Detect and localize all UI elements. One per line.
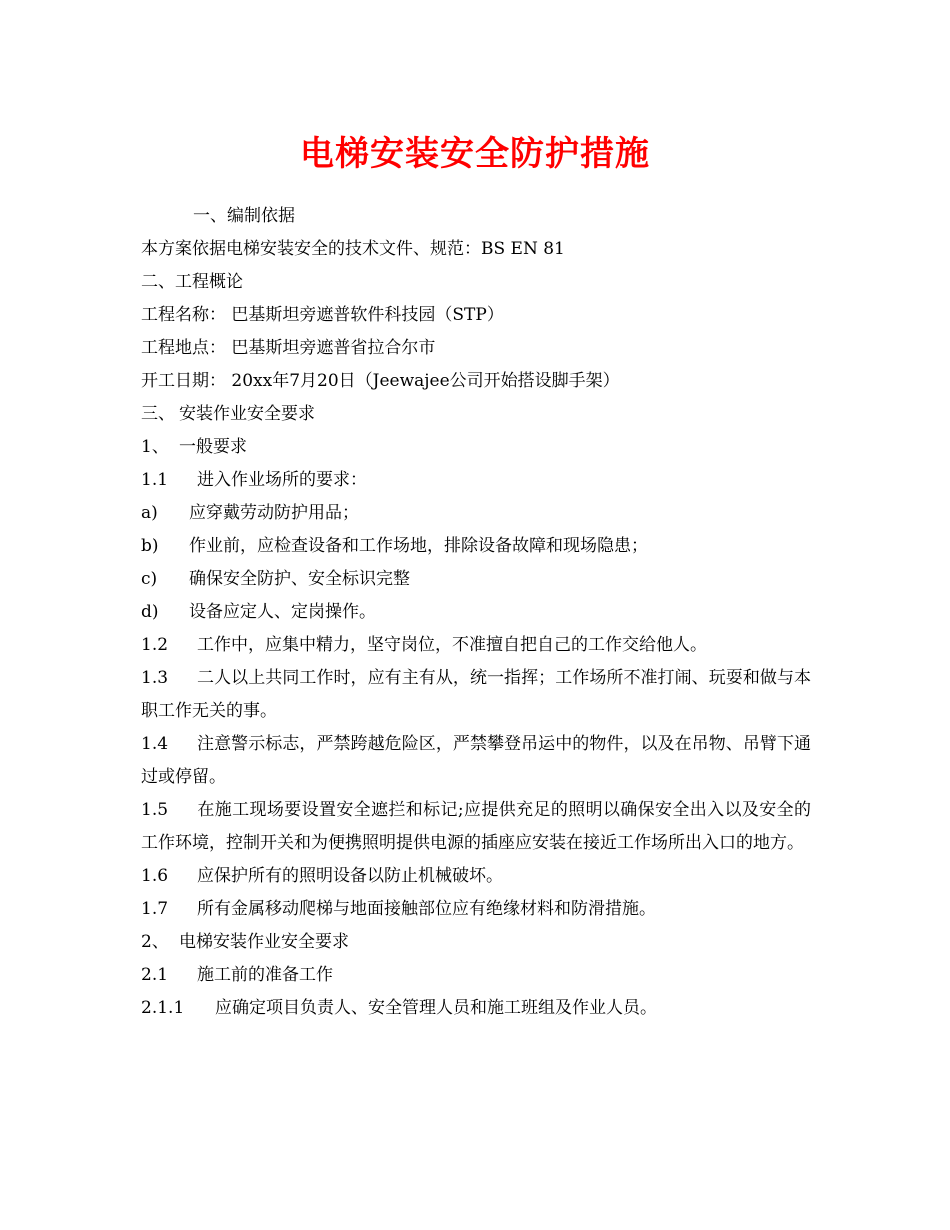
line-text: 作业前，应检查设备和工作场地，排除设备故障和现场隐患； xyxy=(189,536,648,556)
document-body xyxy=(141,200,811,1025)
section-heading xyxy=(141,398,811,431)
clause xyxy=(141,794,811,860)
line-number: 2、 xyxy=(141,932,169,952)
line-text: 进入作业场所的要求： xyxy=(197,470,367,490)
clause xyxy=(141,860,811,893)
subsection-heading xyxy=(141,926,811,959)
line-text: 应穿戴劳动防护用品； xyxy=(189,503,359,523)
project-location xyxy=(141,332,811,365)
line-text: 设备应定人、定岗操作。 xyxy=(189,602,376,622)
clause xyxy=(141,728,811,794)
document-title: 电梯安装安全防护措施 xyxy=(300,134,650,174)
line-number: 1.3 xyxy=(141,668,169,688)
line-text: 二人以上共同工作时，应有主有从，统一指挥；工作场所不准打闹、玩耍和做与本职工作无关的事。 xyxy=(141,668,811,721)
paragraph xyxy=(141,233,811,266)
line-number: 1.4 xyxy=(141,734,169,754)
line-text: 一般要求 xyxy=(179,437,247,457)
section-heading xyxy=(141,200,811,233)
line-text: 电梯安装作业安全要求 xyxy=(179,932,349,952)
line-text: 安装作业安全要求 xyxy=(179,404,315,424)
line-text: 二、工程概论 xyxy=(141,272,243,292)
clause xyxy=(141,893,811,926)
subsection-heading xyxy=(141,431,811,464)
line-text: 工作中，应集中精力，坚守岗位，不准擅自把自己的工作交给他人。 xyxy=(197,635,707,655)
line-number: 1.5 xyxy=(141,800,169,820)
line-number: a) xyxy=(141,503,158,523)
list-item xyxy=(141,596,811,629)
line-text: 所有金属移动爬梯与地面接触部位应有绝缘材料和防滑措施。 xyxy=(197,899,656,919)
line-text: 应确定项目负责人、安全管理人员和施工班组及作业人员。 xyxy=(215,998,657,1018)
list-item xyxy=(141,530,811,563)
line-text: 注意警示标志，严禁跨越危险区，严禁攀登吊运中的物件，以及在吊物、吊臂下通过或停留。 xyxy=(141,734,811,787)
project-name xyxy=(141,299,811,332)
line-number: d) xyxy=(141,602,159,622)
line-number: 1.1 xyxy=(141,470,169,490)
list-item xyxy=(141,497,811,530)
line-text: 一、编制依据 xyxy=(193,206,295,226)
line-number: 1.7 xyxy=(141,899,169,919)
line-number: b) xyxy=(141,536,159,556)
clause xyxy=(141,629,811,662)
line-text: 本方案依据电梯安装安全的技术文件、规范：BS EN 81 xyxy=(141,239,565,259)
line-number: 2.1 xyxy=(141,965,169,985)
line-number: 1、 xyxy=(141,437,169,457)
line-text: 应保护所有的照明设备以防止机械破坏。 xyxy=(197,866,503,886)
line-number: 1.6 xyxy=(141,866,169,886)
list-item xyxy=(141,563,811,596)
line-text: 工程地点： 巴基斯坦旁遮普省拉合尔市 xyxy=(141,338,436,358)
section-heading xyxy=(141,266,811,299)
line-text: 在施工现场要设置安全遮拦和标记;应提供充足的照明以确保安全出入以及安全的工作环境，控制开关和为便携照明提供电源的插座应安装在接近工作场所出入口的地方。 xyxy=(141,800,811,853)
start-date xyxy=(141,365,811,398)
line-number: 2.1.1 xyxy=(141,998,185,1018)
line-text: 确保安全防护、安全标识完整 xyxy=(189,569,410,589)
clause xyxy=(141,662,811,728)
line-text: 开工日期： 20xx年7月20日（Jeewajee公司开始搭设脚手架） xyxy=(141,371,620,391)
line-number: 三、 xyxy=(141,404,175,424)
line-text: 工程名称： 巴基斯坦旁遮普软件科技园（STP） xyxy=(141,305,504,325)
clause xyxy=(141,959,811,992)
clause xyxy=(141,464,811,497)
line-number: 1.2 xyxy=(141,635,169,655)
clause xyxy=(141,992,811,1025)
line-text: 施工前的准备工作 xyxy=(197,965,333,985)
line-number: c) xyxy=(141,569,158,589)
